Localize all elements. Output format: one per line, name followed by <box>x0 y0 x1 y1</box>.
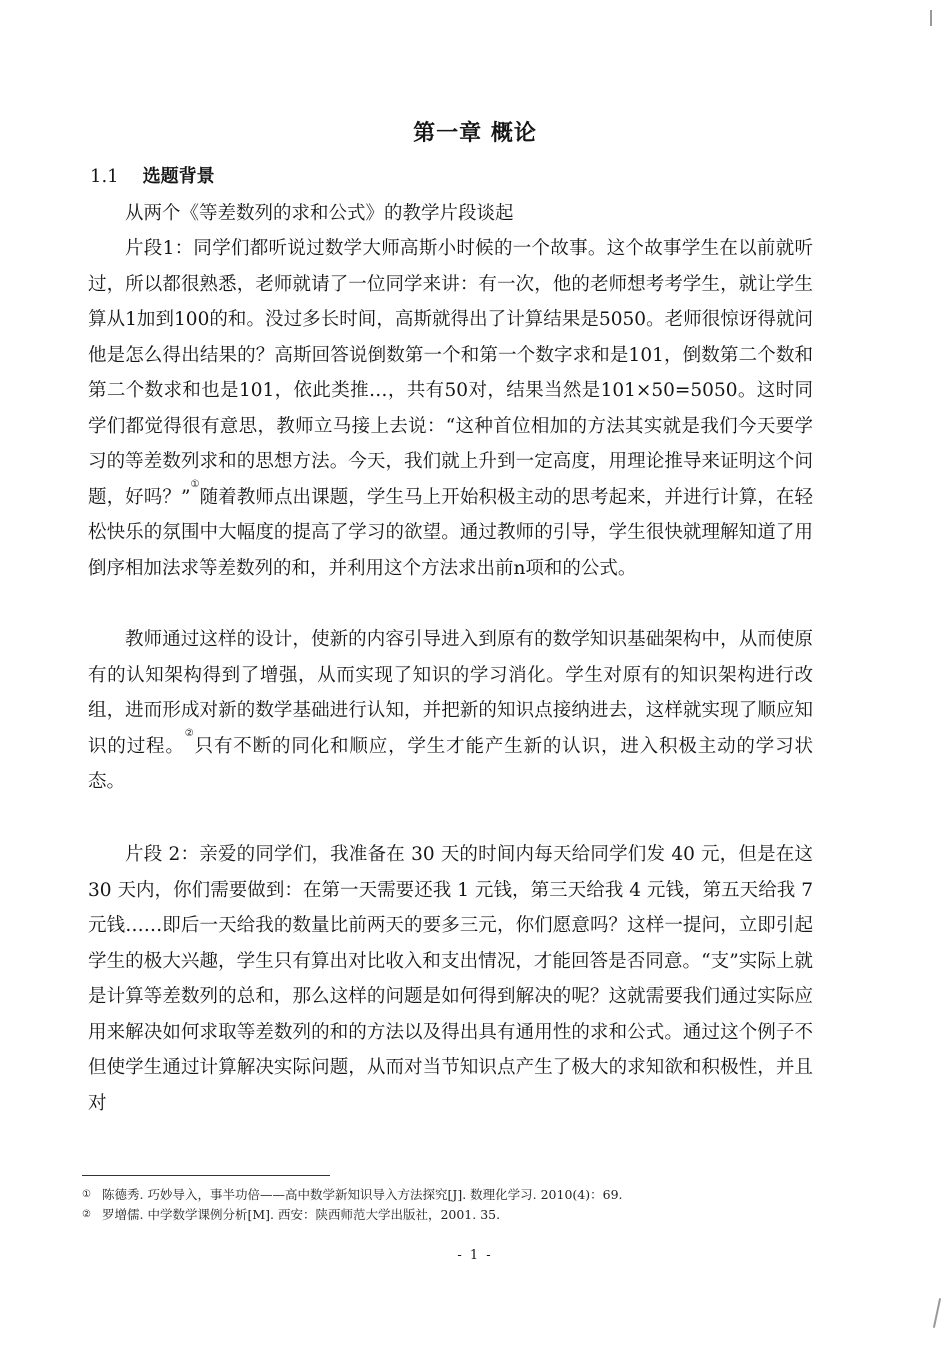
paragraph-2 <box>88 622 813 800</box>
footnote-2 <box>82 1205 842 1225</box>
section-heading <box>90 162 215 188</box>
footnote-divider <box>82 1175 330 1176</box>
paragraph-3-text: 片段 2：亲爱的同学们，我准备在 30 天的时间内每天给同学们发 40 元，但是在这 30 天内，你们需要做到：在第一天需要还我 1 元钱，第三天给我 4 元钱，第五天给我 7 元钱……即后一天给我的数量比前两天的要多三元，你们愿意吗？这样一提问，立即引起学生的极大兴趣，学生只有算出对比收入和支出情况，才能回答是否同意。“支”实际上就是计算等差数列的总和，那么这样的问题是如何得到解决的呢？这就需要我们通过实际应用来解决如何求取等差数列的和的方法以及得出具有通用性的求和公式。通过这个例子不但使学生通过计算解决实际问题，从而对当节知识点产生了极大的求知欲和积极性，并且对 <box>88 844 813 1114</box>
paragraph-1-text <box>88 231 813 586</box>
paragraph-2-body: 教师通过这样的设计，使新的内容引导进入到原有的数学知识基础架构中，从而使原有的认知架构得到了增强，从而实现了知识的学习消化。学生对原有的知识架构进行改组，进而形成对新的数学基础进行认知，并把新的知识点接纳进去，这样就实现了顺应知识的过程。 <box>88 629 813 757</box>
chapter-title: 第一章 概论 <box>413 120 537 146</box>
paragraph-3 <box>88 837 813 1121</box>
subtitle <box>88 196 813 232</box>
paragraph-1-tail: 随着教师点出课题，学生马上开始积极主动的思考起来，并进行计算，在轻松快乐的氛围中大幅度的提高了学习的欲望。通过教师的引导，学生很快就理解知道了用倒序相加法求等差数列的和，并利用这个方法求出前n项和的公式。 <box>88 486 813 579</box>
footnotes <box>82 1185 842 1225</box>
section-number: 1.1 <box>90 166 119 187</box>
scan-artifact <box>930 10 932 26</box>
footnote-ref-1: ① <box>190 478 200 490</box>
footnote-1 <box>82 1185 842 1205</box>
footnote-2-mark: ② <box>82 1209 91 1220</box>
paragraph-1 <box>88 231 813 586</box>
page-number: - 1 - <box>457 1248 493 1263</box>
paragraph-1-body: 片段1：同学们都听说过数学大师高斯小时候的一个故事。这个故事学生在以前就听过，所以都很熟悉，老师就请了一位同学来讲：有一次，他的老师想考考学生，就让学生算从1加到100的和。没过多长时间，高斯就得出了计算结果是5050。老师很惊讶得就问他是怎么得出结果的？高斯回答说倒数第一个和第一个数字求和是101，倒数第二个数和第二个数求和也是101，依此类推…，共有50对，结果当然是101×50=5050。这时同学们都觉得很有意思，教师立马接上去说：“这种首位相加的方法其实就是我们今天要学习的等差数列求和的思想方法。今天，我们就上升到一定高度，用理论推导来证明这个问题，好吗？” <box>88 238 813 508</box>
scan-artifact <box>933 1298 941 1328</box>
paragraph-2-tail: 只有不断的同化和顺应，学生才能产生新的认识，进入积极主动的学习状态。 <box>88 735 813 792</box>
footnote-1-text: 陈德秀. 巧妙导入，事半功倍——高中数学新知识导入方法探究[J]. 数理化学习. 2010(4)：69. <box>102 1187 623 1202</box>
section-title: 选题背景 <box>142 166 215 187</box>
footnote-2-text: 罗增儒. 中学数学课例分析[M]. 西安：陕西师范大学出版社，2001. 35. <box>102 1207 501 1222</box>
footnote-1-mark: ① <box>82 1189 91 1200</box>
subtitle-text: 从两个《等差数列的求和公式》的教学片段谈起 <box>125 203 514 224</box>
paragraph-2-text <box>88 622 813 800</box>
footnote-ref-2: ② <box>184 727 195 739</box>
